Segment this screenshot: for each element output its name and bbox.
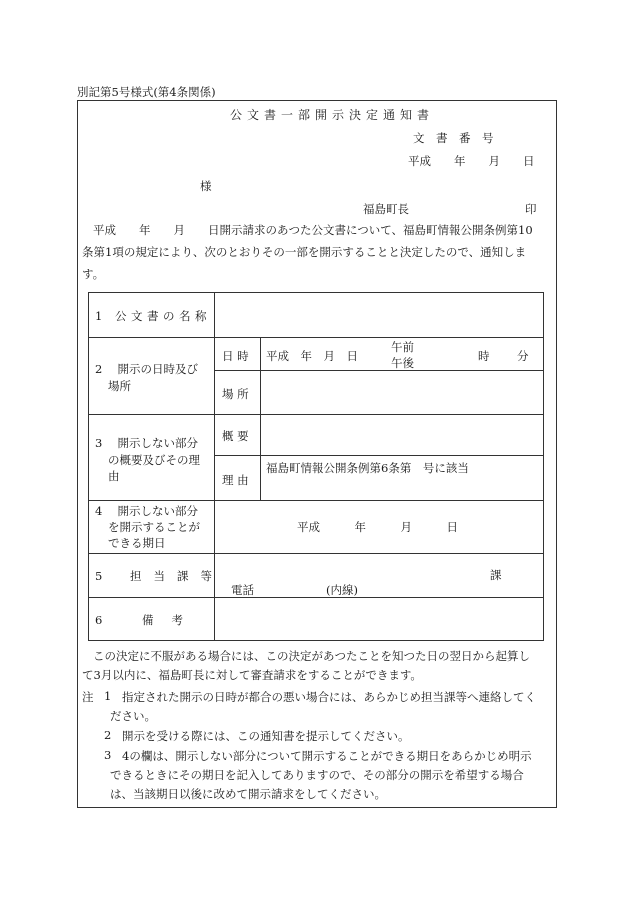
table-rule (214, 455, 544, 456)
datetime-date-value: 平成 年 月 日 (266, 349, 358, 363)
appeal-line-1: この決定に不服がある場合には、この決定があつたことを知つた日の翌日から起算し (93, 649, 530, 663)
appeal-line-2: て3月以内に、福島町長に対して審査請求をすることができます。 (82, 668, 422, 682)
table-rule (214, 292, 215, 641)
table-rule (214, 370, 544, 371)
department-suffix: 課 (490, 568, 502, 582)
table-rule (88, 414, 544, 415)
date-label: 平成 年 月 日 (408, 154, 535, 168)
note-3-line-2: できるときにその期日を記入してありますので、その部分の開示を希望する場合 (110, 768, 524, 782)
note-1-number: 1 (104, 689, 112, 703)
hour-label: 時 (478, 349, 490, 363)
table-rule (88, 500, 544, 501)
notes-prefix: 注 (82, 690, 94, 704)
seal-mark: 印 (525, 202, 537, 216)
reason-label: 理 由 (222, 473, 249, 487)
note-1-line-2: ださい。 (110, 709, 156, 723)
note-1-line-1: 指定された開示の日時が都合の悪い場合には、あらかじめ担当課等へ連絡してく (122, 690, 536, 704)
row-withheld-label-line1: 3 開示しない部分 (95, 436, 198, 450)
document-title: 公文書一部開示決定通知書 (230, 108, 435, 122)
disclosable-date-value: 平成 年 月 日 (297, 520, 458, 534)
note-3-line-3: は、当該期日以後に改めて開示請求をしてください。 (110, 787, 386, 801)
table-rule (88, 553, 544, 554)
phone-label: 電話 (231, 583, 254, 597)
row-department-label: 5 担当課等 (95, 569, 224, 583)
datetime-label: 日 時 (222, 349, 249, 363)
note-3-number: 3 (104, 748, 112, 762)
issuer-name: 福島町長 (363, 202, 409, 216)
row-disclosable-date-label-line2: を開示することが (108, 520, 200, 534)
minute-label: 分 (517, 349, 529, 363)
row-disclosure-datetime-label-line2: 場所 (108, 379, 131, 393)
row-disclosable-date-label-line3: できる期日 (108, 536, 166, 550)
intro-line-3: す。 (82, 267, 105, 281)
note-2-line-1: 開示を受ける際には、この通知書を提示してください。 (122, 729, 410, 743)
intro-line-1: 平成 年 月 日開示請求のあつた公文書について、福島町情報公開条例第10 (93, 223, 533, 237)
table-rule (88, 597, 544, 598)
table-rule (260, 337, 261, 500)
row-withheld-label-line2: の概要及びその理 (108, 453, 200, 467)
row-disclosable-date-label-line1: 4 開示しない部分 (95, 504, 198, 518)
row-disclosure-datetime-label-line1: 2 開示の日時及び (95, 362, 198, 376)
extension-label: (内線) (326, 583, 358, 597)
row-document-name-label: 1 公文書の名称 (95, 309, 211, 323)
addressee-suffix: 様 (200, 179, 212, 193)
table-rule (88, 337, 544, 338)
intro-line-2: 条第1項の規定により、次のとおりその一部を開示することと決定したので、通知しま (82, 245, 527, 259)
row-remarks-label: 6 備考 (95, 613, 201, 627)
document-number-label: 文 書 番 号 (413, 131, 494, 145)
am-label: 午前 (391, 340, 414, 354)
reason-value: 福島町情報公開条例第6条第 号に該当 (266, 461, 469, 475)
pm-label: 午後 (391, 356, 414, 370)
summary-label: 概 要 (222, 429, 249, 443)
form-label: 別記第5号様式(第4条関係) (77, 85, 216, 99)
note-2-number: 2 (104, 728, 112, 742)
note-3-line-1: 4の欄は、開示しない部分について開示することができる期日をあらかじめ明示 (122, 749, 532, 763)
place-label: 場 所 (222, 387, 249, 401)
row-withheld-label-line3: 由 (108, 469, 120, 483)
